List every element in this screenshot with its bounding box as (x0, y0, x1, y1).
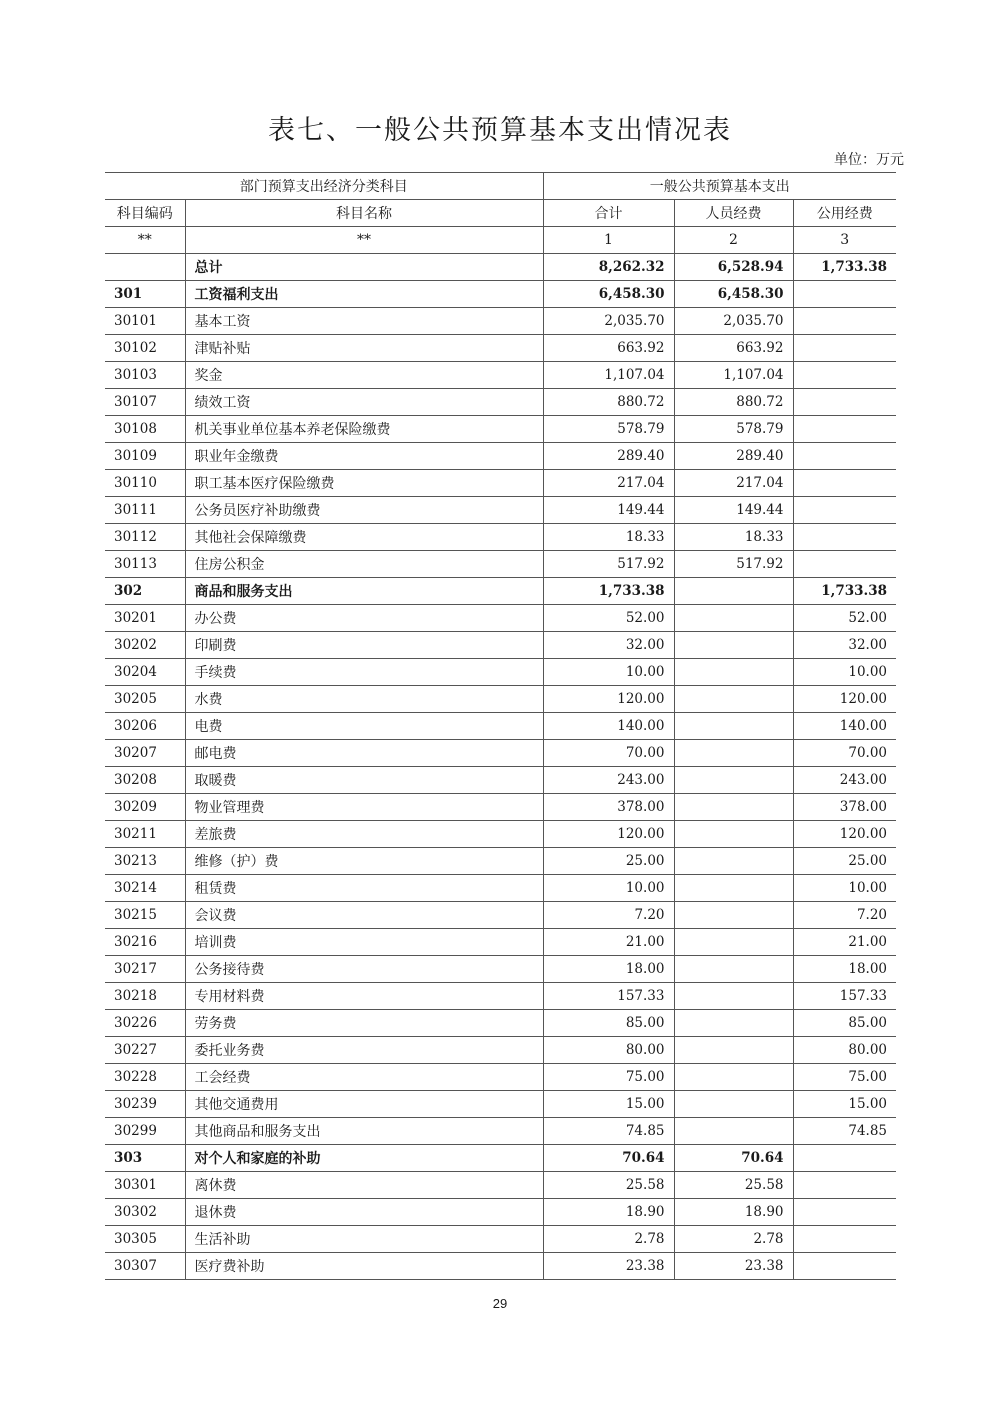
cell-code: 301 (105, 281, 185, 308)
cell-personnel (674, 875, 793, 902)
table-row (105, 1199, 896, 1226)
cell-total: 80.00 (543, 1037, 674, 1064)
cell-personnel (674, 794, 793, 821)
cell-public (793, 1253, 896, 1280)
cell-public (793, 470, 896, 497)
cell-total: 2.78 (543, 1226, 674, 1253)
cell-total: 85.00 (543, 1010, 674, 1037)
cell-personnel (674, 1010, 793, 1037)
unit-label: 单位：万元 (834, 152, 904, 168)
cell-total: 75.00 (543, 1064, 674, 1091)
cell-code: 30101 (105, 308, 185, 335)
table-row (105, 281, 896, 308)
cell-name: 劳务费 (185, 1010, 543, 1037)
cell-personnel: 6,528.94 (674, 254, 793, 281)
cell-name: 住房公积金 (185, 551, 543, 578)
cell-code: 30205 (105, 686, 185, 713)
cell-name: 奖金 (185, 362, 543, 389)
cell-name: 职工基本医疗保险缴费 (185, 470, 543, 497)
cell-total: 6,458.30 (543, 281, 674, 308)
table-row (105, 632, 896, 659)
cell-total: 8,262.32 (543, 254, 674, 281)
cell-name: 水费 (185, 686, 543, 713)
cell-name: 职业年金缴费 (185, 443, 543, 470)
cell-public (793, 443, 896, 470)
table-row (105, 686, 896, 713)
cell-total: 378.00 (543, 794, 674, 821)
cell-name: 培训费 (185, 929, 543, 956)
cell-code: 30216 (105, 929, 185, 956)
cell-name: 其他商品和服务支出 (185, 1118, 543, 1145)
cell-personnel (674, 902, 793, 929)
cell-code: 30302 (105, 1199, 185, 1226)
cell-code: 30239 (105, 1091, 185, 1118)
index-name: ** (185, 227, 543, 254)
cell-name: 商品和服务支出 (185, 578, 543, 605)
cell-name: 邮电费 (185, 740, 543, 767)
cell-public: 120.00 (793, 686, 896, 713)
table-body (105, 254, 896, 1280)
cell-personnel (674, 740, 793, 767)
cell-total: 18.90 (543, 1199, 674, 1226)
cell-personnel (674, 713, 793, 740)
cell-name: 绩效工资 (185, 389, 543, 416)
cell-total: 10.00 (543, 659, 674, 686)
cell-name: 工资福利支出 (185, 281, 543, 308)
cell-personnel (674, 848, 793, 875)
table-row (105, 902, 896, 929)
table-row (105, 1172, 896, 1199)
table-row (105, 767, 896, 794)
cell-public (793, 335, 896, 362)
cell-total: 21.00 (543, 929, 674, 956)
cell-code: 303 (105, 1145, 185, 1172)
table-row (105, 713, 896, 740)
table-row (105, 605, 896, 632)
cell-name: 会议费 (185, 902, 543, 929)
cell-personnel: 18.90 (674, 1199, 793, 1226)
cell-personnel: 517.92 (674, 551, 793, 578)
cell-total: 157.33 (543, 983, 674, 1010)
cell-total: 578.79 (543, 416, 674, 443)
cell-code: 30206 (105, 713, 185, 740)
cell-code (105, 254, 185, 281)
cell-name: 生活补助 (185, 1226, 543, 1253)
table-row (105, 1091, 896, 1118)
header-group-left: 部门预算支出经济分类科目 (105, 173, 543, 200)
cell-personnel (674, 1037, 793, 1064)
cell-name: 物业管理费 (185, 794, 543, 821)
header-personnel: 人员经费 (674, 200, 793, 227)
cell-total: 149.44 (543, 497, 674, 524)
table-row (105, 794, 896, 821)
cell-public (793, 1226, 896, 1253)
table-row (105, 254, 896, 281)
header-column-row (105, 200, 896, 227)
table-row (105, 362, 896, 389)
budget-table (105, 172, 896, 1280)
table-row (105, 875, 896, 902)
table-row (105, 578, 896, 605)
cell-personnel (674, 1118, 793, 1145)
cell-code: 30307 (105, 1253, 185, 1280)
header-group-right: 一般公共预算基本支出 (543, 173, 896, 200)
index-personnel: 2 (674, 227, 793, 254)
cell-personnel (674, 1091, 793, 1118)
cell-code: 30202 (105, 632, 185, 659)
cell-code: 30226 (105, 1010, 185, 1037)
cell-code: 30215 (105, 902, 185, 929)
cell-public: 243.00 (793, 767, 896, 794)
cell-code: 30113 (105, 551, 185, 578)
cell-name: 工会经费 (185, 1064, 543, 1091)
cell-code: 30102 (105, 335, 185, 362)
cell-name: 其他交通费用 (185, 1091, 543, 1118)
cell-public: 85.00 (793, 1010, 896, 1037)
cell-public: 157.33 (793, 983, 896, 1010)
table-row (105, 524, 896, 551)
cell-name: 医疗费补助 (185, 1253, 543, 1280)
cell-code: 30110 (105, 470, 185, 497)
cell-code: 30201 (105, 605, 185, 632)
table-row (105, 497, 896, 524)
cell-public: 75.00 (793, 1064, 896, 1091)
cell-public: 32.00 (793, 632, 896, 659)
header-code: 科目编码 (105, 200, 185, 227)
cell-personnel: 6,458.30 (674, 281, 793, 308)
cell-personnel: 2.78 (674, 1226, 793, 1253)
table-row (105, 1145, 896, 1172)
cell-public (793, 551, 896, 578)
cell-code: 30217 (105, 956, 185, 983)
cell-total: 18.00 (543, 956, 674, 983)
cell-total: 289.40 (543, 443, 674, 470)
cell-public: 21.00 (793, 929, 896, 956)
cell-code: 30108 (105, 416, 185, 443)
table-row (105, 1253, 896, 1280)
cell-name: 津贴补贴 (185, 335, 543, 362)
cell-name: 其他社会保障缴费 (185, 524, 543, 551)
table-row (105, 308, 896, 335)
cell-personnel: 23.38 (674, 1253, 793, 1280)
cell-name: 委托业务费 (185, 1037, 543, 1064)
cell-public: 1,733.38 (793, 254, 896, 281)
table-row (105, 1010, 896, 1037)
cell-name: 手续费 (185, 659, 543, 686)
cell-personnel: 880.72 (674, 389, 793, 416)
cell-personnel (674, 956, 793, 983)
page-title: 表七、一般公共预算基本支出情况表 (268, 115, 732, 146)
table-row (105, 1226, 896, 1253)
cell-name: 机关事业单位基本养老保险缴费 (185, 416, 543, 443)
cell-name: 基本工资 (185, 308, 543, 335)
cell-total: 880.72 (543, 389, 674, 416)
header-group-row (105, 173, 896, 200)
cell-public: 70.00 (793, 740, 896, 767)
cell-code: 30208 (105, 767, 185, 794)
cell-code: 30111 (105, 497, 185, 524)
table-row (105, 929, 896, 956)
cell-public: 120.00 (793, 821, 896, 848)
cell-public (793, 281, 896, 308)
cell-public: 10.00 (793, 875, 896, 902)
cell-public (793, 416, 896, 443)
cell-public (793, 1172, 896, 1199)
cell-code: 30227 (105, 1037, 185, 1064)
cell-total: 25.00 (543, 848, 674, 875)
table-row (105, 956, 896, 983)
header-public: 公用经费 (793, 200, 896, 227)
table-row (105, 740, 896, 767)
cell-code: 30103 (105, 362, 185, 389)
cell-public: 80.00 (793, 1037, 896, 1064)
cell-total: 1,107.04 (543, 362, 674, 389)
cell-total: 70.64 (543, 1145, 674, 1172)
cell-code: 30109 (105, 443, 185, 470)
cell-public (793, 497, 896, 524)
header-index-row (105, 227, 896, 254)
cell-public: 15.00 (793, 1091, 896, 1118)
cell-public: 378.00 (793, 794, 896, 821)
cell-total: 52.00 (543, 605, 674, 632)
cell-name: 电费 (185, 713, 543, 740)
cell-code: 30228 (105, 1064, 185, 1091)
cell-code: 30211 (105, 821, 185, 848)
cell-public: 7.20 (793, 902, 896, 929)
cell-code: 30207 (105, 740, 185, 767)
cell-name: 公务员医疗补助缴费 (185, 497, 543, 524)
cell-name: 印刷费 (185, 632, 543, 659)
cell-personnel (674, 659, 793, 686)
cell-personnel: 578.79 (674, 416, 793, 443)
cell-total: 15.00 (543, 1091, 674, 1118)
cell-personnel: 70.64 (674, 1145, 793, 1172)
cell-personnel (674, 983, 793, 1010)
table-row (105, 1064, 896, 1091)
cell-personnel (674, 686, 793, 713)
table-row (105, 416, 896, 443)
cell-total: 32.00 (543, 632, 674, 659)
cell-public (793, 1199, 896, 1226)
cell-public: 52.00 (793, 605, 896, 632)
cell-code: 30112 (105, 524, 185, 551)
cell-public (793, 362, 896, 389)
cell-public: 25.00 (793, 848, 896, 875)
cell-code: 30209 (105, 794, 185, 821)
table-row (105, 443, 896, 470)
cell-code: 30299 (105, 1118, 185, 1145)
cell-total: 140.00 (543, 713, 674, 740)
cell-name: 离休费 (185, 1172, 543, 1199)
index-code: ** (105, 227, 185, 254)
cell-total: 663.92 (543, 335, 674, 362)
index-public: 3 (793, 227, 896, 254)
cell-name: 总计 (185, 254, 543, 281)
cell-name: 租赁费 (185, 875, 543, 902)
cell-total: 2,035.70 (543, 308, 674, 335)
cell-public (793, 1145, 896, 1172)
cell-personnel: 663.92 (674, 335, 793, 362)
table-row (105, 983, 896, 1010)
table-row (105, 848, 896, 875)
table-row (105, 470, 896, 497)
cell-total: 70.00 (543, 740, 674, 767)
cell-personnel: 25.58 (674, 1172, 793, 1199)
cell-total: 23.38 (543, 1253, 674, 1280)
table-row (105, 659, 896, 686)
cell-code: 30218 (105, 983, 185, 1010)
cell-personnel (674, 605, 793, 632)
cell-total: 517.92 (543, 551, 674, 578)
cell-name: 专用材料费 (185, 983, 543, 1010)
cell-code: 30305 (105, 1226, 185, 1253)
cell-total: 243.00 (543, 767, 674, 794)
cell-code: 30214 (105, 875, 185, 902)
table-row (105, 551, 896, 578)
index-total: 1 (543, 227, 674, 254)
cell-public: 1,733.38 (793, 578, 896, 605)
cell-personnel: 2,035.70 (674, 308, 793, 335)
cell-personnel (674, 578, 793, 605)
header-name: 科目名称 (185, 200, 543, 227)
table-row (105, 1037, 896, 1064)
cell-total: 25.58 (543, 1172, 674, 1199)
cell-public (793, 524, 896, 551)
cell-name: 退休费 (185, 1199, 543, 1226)
cell-public: 18.00 (793, 956, 896, 983)
cell-personnel (674, 1064, 793, 1091)
header-total: 合计 (543, 200, 674, 227)
cell-code: 302 (105, 578, 185, 605)
cell-total: 120.00 (543, 686, 674, 713)
table-row (105, 1118, 896, 1145)
cell-public: 140.00 (793, 713, 896, 740)
cell-personnel (674, 821, 793, 848)
cell-public: 10.00 (793, 659, 896, 686)
cell-name: 对个人和家庭的补助 (185, 1145, 543, 1172)
cell-name: 差旅费 (185, 821, 543, 848)
cell-name: 办公费 (185, 605, 543, 632)
cell-personnel (674, 632, 793, 659)
cell-code: 30107 (105, 389, 185, 416)
cell-total: 74.85 (543, 1118, 674, 1145)
cell-total: 120.00 (543, 821, 674, 848)
cell-public: 74.85 (793, 1118, 896, 1145)
cell-personnel: 1,107.04 (674, 362, 793, 389)
table-row (105, 389, 896, 416)
cell-total: 1,733.38 (543, 578, 674, 605)
cell-code: 30301 (105, 1172, 185, 1199)
cell-total: 7.20 (543, 902, 674, 929)
cell-personnel: 149.44 (674, 497, 793, 524)
cell-total: 10.00 (543, 875, 674, 902)
cell-name: 维修（护）费 (185, 848, 543, 875)
cell-public (793, 389, 896, 416)
cell-code: 30204 (105, 659, 185, 686)
table-row (105, 821, 896, 848)
cell-personnel: 289.40 (674, 443, 793, 470)
cell-total: 217.04 (543, 470, 674, 497)
cell-name: 公务接待费 (185, 956, 543, 983)
cell-personnel: 18.33 (674, 524, 793, 551)
cell-personnel: 217.04 (674, 470, 793, 497)
cell-total: 18.33 (543, 524, 674, 551)
cell-personnel (674, 767, 793, 794)
cell-public (793, 308, 896, 335)
cell-name: 取暖费 (185, 767, 543, 794)
page-number: 29 (492, 1296, 508, 1311)
cell-code: 30213 (105, 848, 185, 875)
cell-personnel (674, 929, 793, 956)
table-row (105, 335, 896, 362)
